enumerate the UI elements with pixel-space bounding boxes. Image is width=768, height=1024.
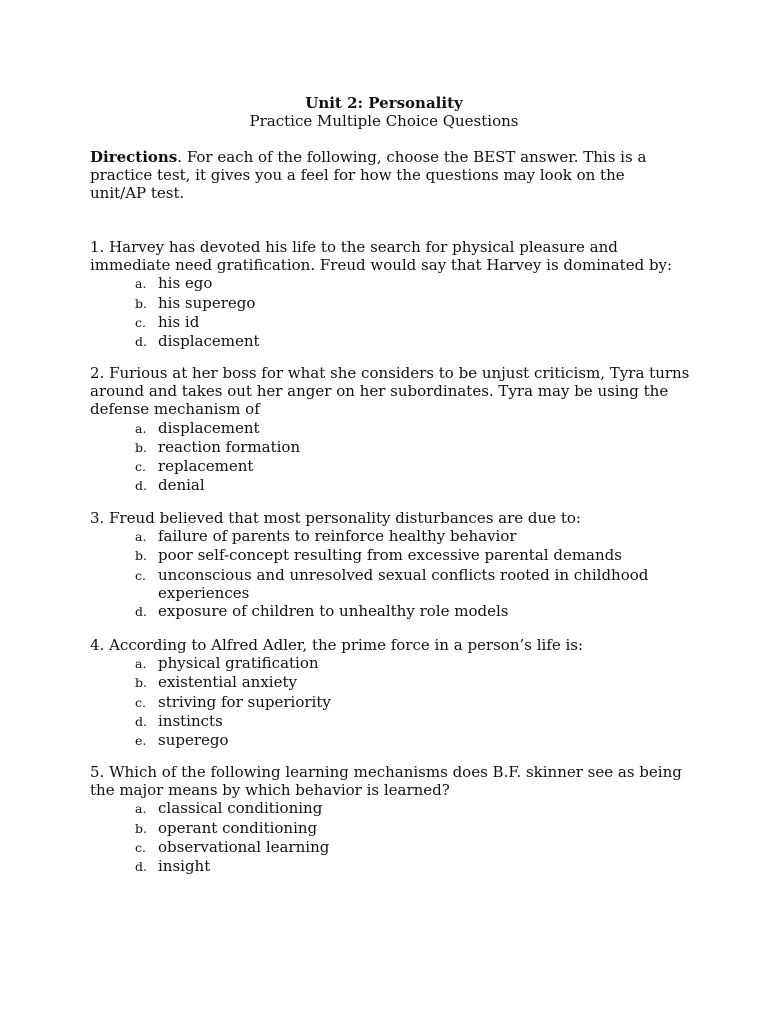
answer-option <box>90 731 690 750</box>
option-letter: c. <box>135 694 146 710</box>
question-4 <box>90 636 690 750</box>
answer-option <box>90 857 690 876</box>
option-letter: b. <box>135 295 147 311</box>
option-letter: b. <box>135 820 147 836</box>
option-text: displacement <box>158 418 260 437</box>
option-text: poor self-concept resulting from excessive parental demands <box>158 546 622 565</box>
option-text: displacement <box>158 332 260 351</box>
option-text: reaction formation <box>158 437 301 456</box>
directions-text: . For each of the following, choose the BEST answer. This is a practice test, it gives you a feel for how the questions may look on the unit/AP test. <box>90 148 647 203</box>
option-text: classical conditioning <box>158 799 323 818</box>
option-text: failure of parents to reinforce healthy behavior <box>158 527 517 546</box>
option-letter: a. <box>135 529 147 545</box>
answer-option <box>90 799 690 818</box>
answer-option <box>90 476 690 495</box>
option-text: physical gratification <box>158 654 319 673</box>
answer-option <box>90 274 690 293</box>
option-text: insight <box>158 857 211 876</box>
option-letter: e. <box>135 733 147 749</box>
answer-options <box>90 419 690 496</box>
answer-option <box>90 457 690 476</box>
answer-option <box>90 546 690 565</box>
option-letter: d. <box>135 713 147 729</box>
option-text: unconscious and unresolved sexual conflicts rooted in childhood experiences <box>158 565 649 602</box>
option-letter: c. <box>135 459 146 475</box>
document-title: Unit 2: Personality <box>305 94 463 112</box>
option-text: his id <box>158 312 200 331</box>
option-text: replacement <box>158 457 254 476</box>
option-text: exposure of children to unhealthy role models <box>158 602 509 621</box>
question-stem: 4. According to Alfred Adler, the prime force in a person’s life is: <box>90 636 584 654</box>
option-letter: a. <box>135 801 147 817</box>
option-text: superego <box>158 731 229 750</box>
option-letter: a. <box>135 656 147 672</box>
option-letter: c. <box>135 567 146 583</box>
answer-option <box>90 673 690 692</box>
option-letter: b. <box>135 439 147 455</box>
option-letter: d. <box>135 478 147 494</box>
directions-label: Directions <box>90 148 178 166</box>
document-subtitle: Practice Multiple Choice Questions <box>249 112 519 130</box>
option-letter: b. <box>135 675 147 691</box>
answer-options <box>90 799 690 876</box>
answer-option <box>90 712 690 731</box>
question-5 <box>90 763 690 876</box>
answer-option <box>90 438 690 457</box>
question-stem: 1. Harvey has devoted his life to the search for physical pleasure and immediate need gratification. Freud would say that Harvey is dominated by: <box>90 238 673 275</box>
question-stem: 5. Which of the following learning mechanisms does B.F. skinner see as being the major means by which behavior is learned? <box>90 763 682 800</box>
answer-option <box>90 693 690 712</box>
option-text: operant conditioning <box>158 818 318 837</box>
option-letter: a. <box>135 276 147 292</box>
answer-option <box>90 419 690 438</box>
option-text: instincts <box>158 711 223 730</box>
option-text: striving for superiority <box>158 692 331 711</box>
answer-option <box>90 332 690 351</box>
answer-options <box>90 527 690 621</box>
answer-options <box>90 654 690 750</box>
question-stem: 3. Freud believed that most personality disturbances are due to: <box>90 509 581 527</box>
answer-option <box>90 313 690 332</box>
directions-paragraph <box>90 148 680 203</box>
answer-option <box>90 566 690 602</box>
option-letter: a. <box>135 420 147 436</box>
option-letter: c. <box>135 314 146 330</box>
answer-options <box>90 274 690 351</box>
answer-option <box>90 838 690 857</box>
question-3 <box>90 509 690 621</box>
answer-option <box>90 819 690 838</box>
option-text: denial <box>158 476 205 495</box>
question-1 <box>90 238 690 351</box>
option-letter: d. <box>135 334 147 350</box>
option-letter: d. <box>135 604 147 620</box>
option-letter: b. <box>135 548 147 564</box>
answer-option <box>90 527 690 546</box>
answer-option <box>90 602 690 621</box>
question-stem: 2. Furious at her boss for what she considers to be unjust criticism, Tyra turns around and takes out her anger on her subordinates. Tyra may be using the defense mechanism of <box>90 364 690 419</box>
option-text: existential anxiety <box>158 673 297 692</box>
option-text: his superego <box>158 293 256 312</box>
answer-option <box>90 654 690 673</box>
option-letter: d. <box>135 859 147 875</box>
option-text: observational learning <box>158 837 330 856</box>
answer-option <box>90 294 690 313</box>
option-text: his ego <box>158 274 213 293</box>
option-letter: c. <box>135 839 146 855</box>
question-2 <box>90 364 690 495</box>
